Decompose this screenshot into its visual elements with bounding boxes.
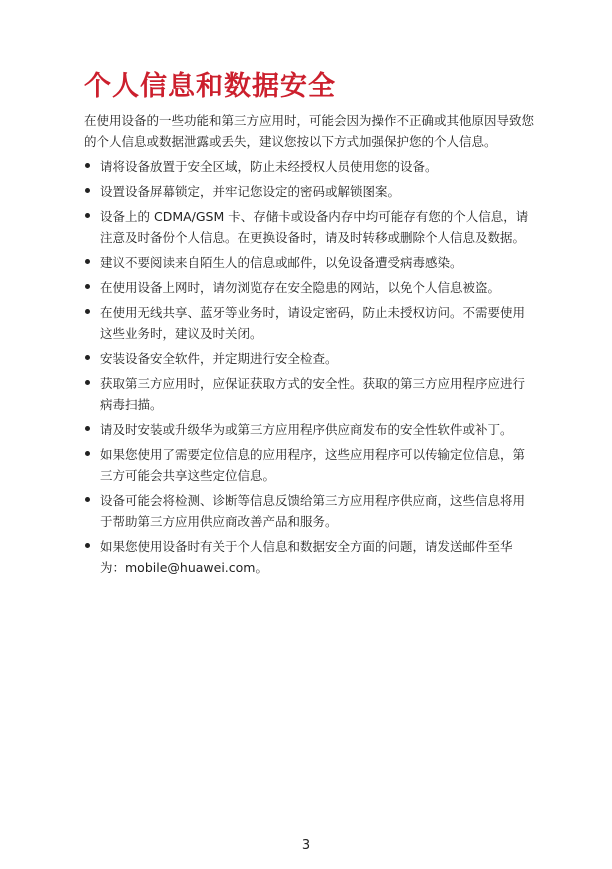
bullet-dot-icon <box>85 380 90 385</box>
bullet-dot-icon <box>85 451 90 456</box>
bullet-text: 获取第三方应用时，应保证获取方式的安全性。获取的第三方应用程序应进行病毒扫描。 <box>100 376 526 412</box>
intro-paragraph: 在使用设备的一些功能和第三方应用时，可能会因为操作不正确或其他原因导致您的个人信息或数据泄露或丢失，建议您按以下方式加强保护您的个人信息。 <box>84 113 535 149</box>
bullet-dot-icon <box>85 163 90 168</box>
list-item <box>84 536 534 578</box>
bullet-dot-icon <box>85 259 90 264</box>
list-item <box>84 348 534 369</box>
bullet-text: 建议不要阅读来自陌生人的信息或邮件，以免设备遭受病毒感染。 <box>100 255 463 270</box>
bullet-dot-icon <box>85 188 90 193</box>
list-item <box>84 277 534 298</box>
bullet-list <box>84 156 534 582</box>
bullet-text: 请将设备放置于安全区域，防止未经授权人员使用您的设备。 <box>100 159 438 174</box>
list-item <box>84 444 534 486</box>
page-title: 个人信息和数据安全 <box>84 71 336 102</box>
list-item <box>84 373 534 415</box>
bullet-text: 设备可能会将检测、诊断等信息反馈给第三方应用程序供应商，这些信息将用于帮助第三方应用供应商改善产品和服务。 <box>100 493 526 529</box>
bullet-text: 请及时安装或升级华为或第三方应用程序供应商发布的安全性软件或补丁。 <box>100 422 513 437</box>
list-item <box>84 302 534 344</box>
bullet-dot-icon <box>85 309 90 314</box>
list-item <box>84 490 534 532</box>
list-item <box>84 181 534 202</box>
bullet-text: 在使用无线共享、蓝牙等业务时，请设定密码，防止未授权访问。不需要使用这些业务时，建议及时关闭。 <box>100 305 526 341</box>
bullet-dot-icon <box>85 497 90 502</box>
bullet-dot-icon <box>85 426 90 431</box>
bullet-text: 如果您使用设备时有关于个人信息和数据安全方面的问题，请发送邮件至华为：mobile@huawei.com。 <box>100 539 513 575</box>
bullet-text: 在使用设备上网时，请勿浏览存在安全隐患的网站，以免个人信息被盗。 <box>100 280 501 295</box>
list-item <box>84 252 534 273</box>
bullet-text: 如果您使用了需要定位信息的应用程序，这些应用程序可以传输定位信息，第三方可能会共享这些定位信息。 <box>100 447 526 483</box>
list-item <box>84 419 534 440</box>
bullet-dot-icon <box>85 543 90 548</box>
list-item <box>84 156 534 177</box>
bullet-dot-icon <box>85 355 90 360</box>
page-number: 3 <box>301 838 311 853</box>
bullet-text: 设备上的 CDMA/GSM 卡、存储卡或设备内存中均可能存有您的个人信息，请注意及时备份个人信息。在更换设备时，请及时转移或删除个人信息及数据。 <box>100 209 529 245</box>
bullet-text: 设置设备屏幕锁定，并牢记您设定的密码或解锁图案。 <box>100 184 401 199</box>
bullet-dot-icon <box>85 213 90 218</box>
bullet-dot-icon <box>85 284 90 289</box>
list-item <box>84 206 534 248</box>
bullet-text: 安装设备安全软件，并定期进行安全检查。 <box>100 351 338 366</box>
